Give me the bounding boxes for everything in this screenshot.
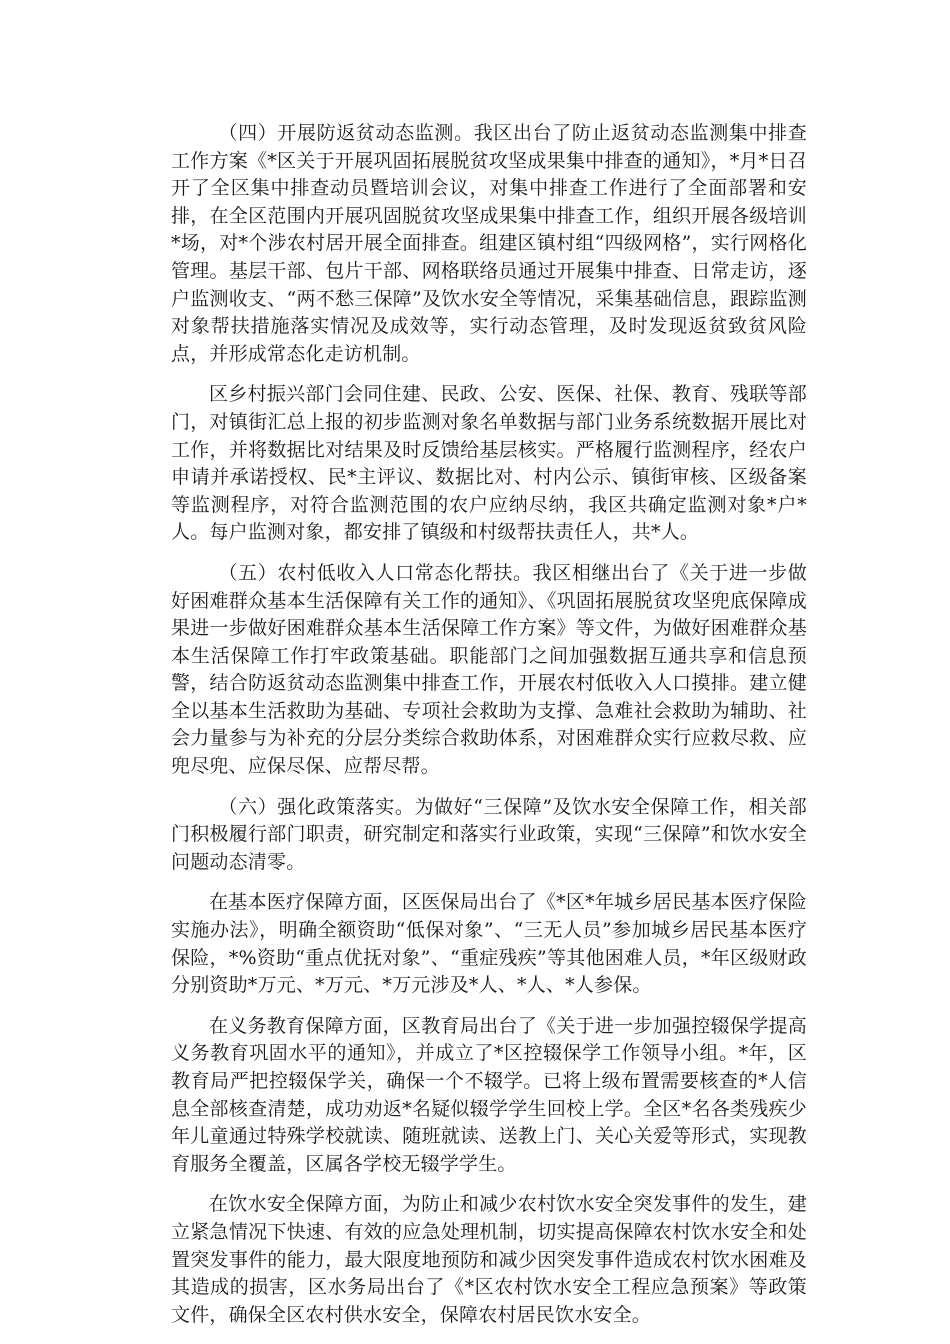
paragraph-education-security: 在义务教育保障方面，区教育局出台了《关于进一步加强控辍保学提高义务教育巩固水平的通知》，并成立了*区控辍保学工作领导小组。*年，区教育局严把控辍保学关，确保一个不辍学。已将上级布置需要核查的*人信息全部核查清楚，成功劝返*名疑似辍学学生回校上学。全区*名各类残疾少年儿童通过特殊学校就读、随班就读、送教上门、关心关爱等形式，实现教育服务全覆盖，区属各学校无辍学学生。 [171, 1014, 807, 1175]
document-page [171, 120, 807, 1342]
paragraph-section-6-policy: （六）强化政策落实。为做好“三保障”及饮水安全保障工作，相关部门积极履行部门职责，研究制定和落实行业政策，实现“三保障”和饮水安全问题动态清零。 [171, 795, 807, 873]
paragraph-section-4-monitoring: （四）开展防返贫动态监测。我区出台了防止返贫动态监测集中排查工作方案《*区关于开展巩固拓展脱贫攻坚成果集中排查的通知》，*月*日召开了全区集中排查动员暨培训会议，对集中排查工作进行了全面部署和安排，在全区范围内开展巩固脱贫攻坚成果集中排查工作，组织开展各级培训*场，对*个涉农村居开展全面排查。组建区镇村组“四级网格”，实行网格化管理。基层干部、包片干部、网格联络员通过开展集中排查、日常走访，逐户监测收支、“两不愁三保障”及饮水安全等情况，采集基础信息，跟踪监测对象帮扶措施落实情况及成效等，实行动态管理，及时发现返贫致贫风险点，并形成常态化走访机制。 [171, 122, 807, 365]
paragraph-section-5-low-income: （五）农村低收入人口常态化帮扶。我区相继出台了《关于进一步做好困难群众基本生活保障有关工作的通知》、《巩固拓展脱贫攻坚兜底保障成果进一步做好困难群众基本生活保障工作方案》等文件，为做好困难群众基本生活保障工作打牢政策基础。职能部门之间加强数据互通共享和信息预警，结合防返贫动态监测集中排查工作，开展农村低收入人口摸排。建立健全以基本生活救助为基础、专项社会救助为支撑、急难社会救助为辅助、社会力量参与为补充的分层分类综合救助体系，对困难群众实行应救尽救、应兜尽兜、应保尽保、应帮尽帮。 [171, 561, 807, 778]
paragraph-data-comparison: 区乡村振兴部门会同住建、民政、公安、医保、社保、教育、残联等部门，对镇街汇总上报的初步监测对象名单数据与部门业务系统数据开展比对工作，并将数据比对结果及时反馈给基层核实。严格履行监测程序，经农户申请并承诺授权、民*主评议、数据比对、村内公示、镇街审核、区级备案等监测程序，对符合监测范围的农户应纳尽纳，我区共确定监测对象*户*人。每户监测对象，都安排了镇级和村级帮扶责任人，共*人。 [171, 383, 807, 544]
paragraph-water-security: 在饮水安全保障方面，为防止和减少农村饮水安全突发事件的发生，建立紧急情况下快速、有效的应急处理机制，切实提高保障农村饮水安全和处置突发事件的能力，最大限度地预防和减少因突发事件造成农村饮水困难及其造成的损害，区水务局出台了《*区农村饮水安全工程应急预案》等政策文件，确保全区农村供水安全，保障农村居民饮水安全。 [171, 1193, 807, 1326]
paragraph-medical-security: 在基本医疗保障方面，区医保局出台了《*区*年城乡居民基本医疗保险实施办法》，明确全额资助“低保对象”、“三无人员”参加城乡居民基本医疗保险，*%资助“重点优抚对象”、“重症残疾”等其他困难人员，*年区级财政分别资助*万元、*万元、*万元涉及*人、*人、*人参保。 [171, 891, 807, 997]
